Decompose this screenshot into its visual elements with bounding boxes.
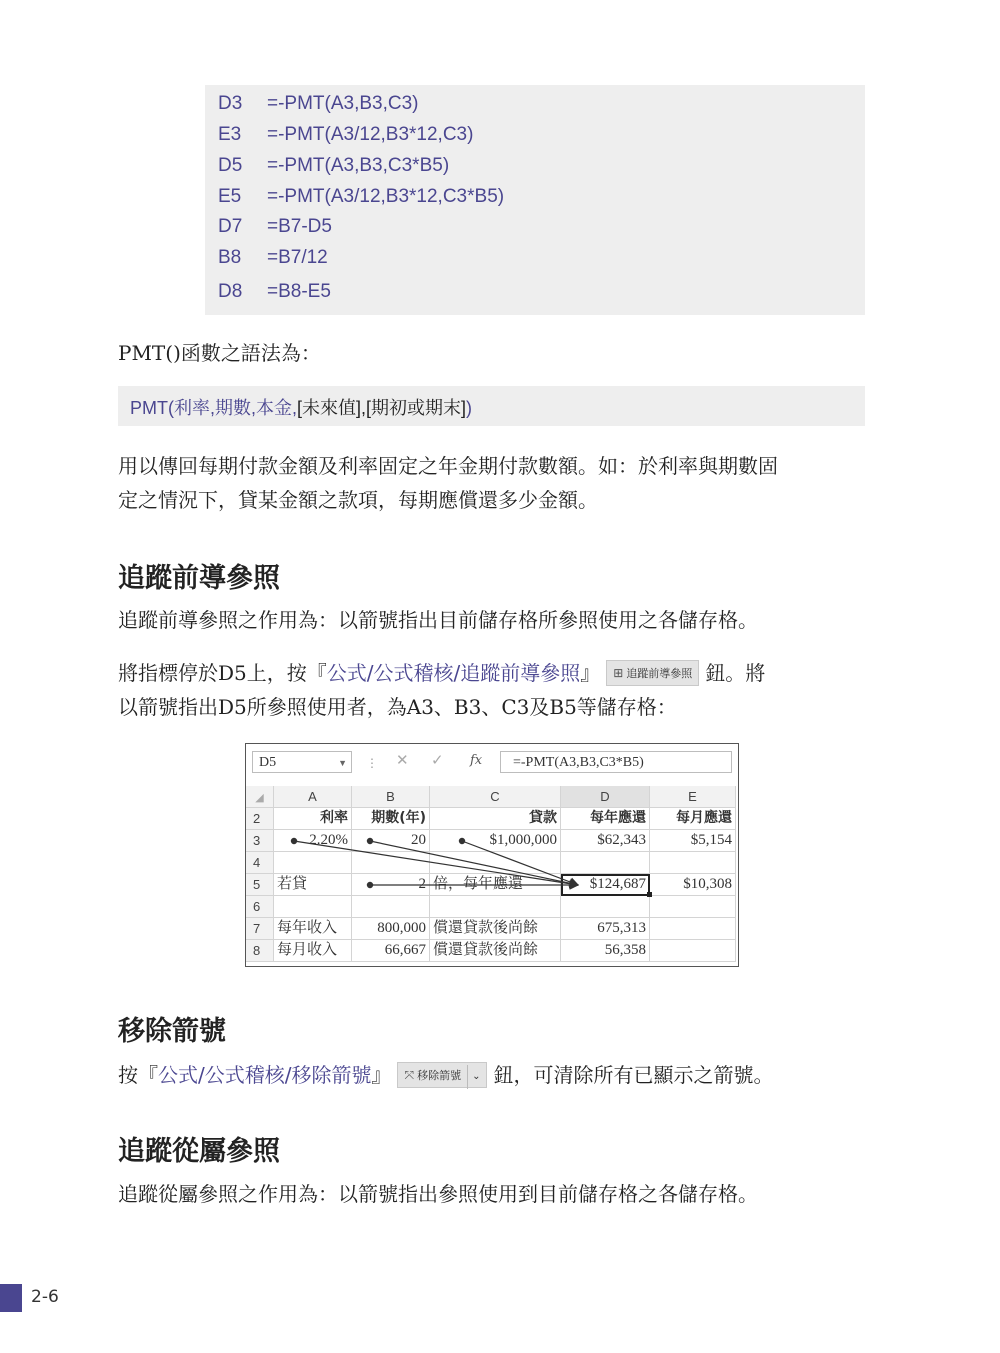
table-cell[interactable]: 償還貸款後尚餘 [430, 940, 561, 962]
table-cell[interactable]: 675,313 [561, 918, 650, 940]
code-formula: =-PMT(A3,B3,C3) [267, 93, 419, 114]
selected-cell[interactable]: $124,687 [561, 874, 650, 896]
row-header[interactable]: 7 [246, 918, 274, 940]
section-title: 追蹤從屬參照 [118, 1136, 280, 1167]
row-header[interactable]: 6 [246, 896, 274, 918]
name-box-value: D5 [259, 755, 277, 770]
pmt-description-line: 用以傳回每期付款金額及利率固定之年金期付款數額。如：於利率與期數固 [118, 454, 778, 478]
remove-arrows-icon: ⤧ [404, 1067, 415, 1082]
table-cell[interactable]: 66,667 [352, 940, 430, 962]
code-formula: =B8-E5 [267, 281, 331, 302]
instruction-text: 』 [580, 661, 601, 685]
code-cell-ref: D3 [218, 93, 243, 114]
trace-arrow [462, 841, 578, 885]
code-cell-ref: E5 [218, 186, 242, 207]
table-cell[interactable]: $1,000,000 [430, 830, 561, 852]
instruction-text: 』 [371, 1063, 392, 1087]
remove-arrows-button[interactable] [397, 1062, 487, 1088]
table-cell[interactable]: 若貸 [274, 874, 352, 896]
section-description: 追蹤從屬參照之作用為：以箭號指出參照使用到目前儲存格之各儲存格。 [118, 1182, 758, 1206]
code-cell-ref: E3 [218, 124, 242, 145]
column-header[interactable]: A [274, 786, 352, 808]
menu-path: 公式/公式稽核/移除箭號 [158, 1063, 372, 1087]
table-cell[interactable]: 貸款 [430, 808, 561, 830]
syntax-intro: PMT()函數之語法為： [118, 341, 321, 365]
chevron-down-icon[interactable]: ⌄ [467, 1065, 480, 1089]
section-description: 追蹤前導參照之作用為：以箭號指出目前儲存格所參照使用之各儲存格。 [118, 608, 758, 632]
syntax-optional-args: [未來值],[期初或期末] [297, 398, 467, 418]
chevron-down-icon[interactable]: ▼ [338, 758, 347, 768]
enter-icon[interactable]: ✓ [431, 751, 444, 769]
formula-input[interactable]: =-PMT(A3,B3,C3*B5) [500, 751, 732, 773]
code-line [218, 247, 328, 269]
row-header[interactable]: 8 [246, 940, 274, 962]
instruction-line [118, 1058, 773, 1092]
table-cell[interactable]: 2.20% [274, 830, 352, 852]
instruction-text: 將指標停於D5上，按『 [118, 661, 327, 685]
table-cell[interactable]: 倍，每年應還 [430, 874, 561, 896]
code-cell-ref: D5 [218, 155, 243, 176]
code-line [218, 281, 331, 303]
trace-arrow-origin [459, 838, 464, 843]
section-title: 追蹤前導參照 [118, 563, 280, 594]
code-formula: =B7-D5 [267, 216, 332, 237]
spreadsheet-screenshot [245, 743, 739, 967]
table-cell[interactable]: 每年收入 [274, 918, 352, 940]
column-header[interactable]: D [561, 786, 650, 808]
instruction-text: 鈕。將 [705, 661, 766, 685]
table-cell[interactable]: $10,308 [650, 874, 736, 896]
table-cell[interactable]: $62,343 [561, 830, 650, 852]
section-title: 移除箭號 [118, 1016, 226, 1047]
trace-arrow-origin [291, 838, 296, 843]
syntax-box [118, 386, 865, 426]
menu-path: 公式/公式稽核/追蹤前導參照 [326, 661, 581, 685]
code-line [218, 155, 449, 177]
code-line [218, 124, 473, 146]
code-formula: =-PMT(A3,B3,C3*B5) [267, 155, 450, 176]
page-number: 2-6 [31, 1287, 59, 1307]
table-cell[interactable]: 2 [352, 874, 430, 896]
table-cell[interactable]: 期數(年) [352, 808, 430, 830]
code-line [218, 93, 419, 115]
trace-precedents-button[interactable] [606, 660, 699, 686]
trace-precedents-icon: ⊞ [613, 665, 624, 680]
table-cell[interactable]: 每年應還 [561, 808, 650, 830]
table-cell[interactable]: 20 [352, 830, 430, 852]
trace-arrow-origin [367, 882, 372, 887]
instruction-text: 鈕，可清除所有已顯示之箭號。 [493, 1063, 774, 1087]
code-formula: =-PMT(A3/12,B3*12,C3) [267, 124, 474, 145]
drag-handle-icon[interactable]: ⋮ [366, 756, 378, 770]
formula-code-block [205, 85, 865, 315]
code-line [218, 216, 332, 238]
page-marker [0, 1284, 22, 1312]
code-formula: =B7/12 [267, 247, 328, 268]
button-label: 追蹤前導參照 [626, 666, 693, 680]
trace-arrow-origin [367, 838, 372, 843]
row-header[interactable]: 5 [246, 874, 274, 896]
column-header[interactable]: B [352, 786, 430, 808]
column-header[interactable]: C [430, 786, 561, 808]
syntax-close-paren: ) [466, 398, 473, 418]
code-cell-ref: D8 [218, 281, 243, 302]
name-box[interactable] [252, 751, 352, 773]
row-header[interactable]: 2 [246, 808, 274, 830]
instruction-line: 以箭號指出D5所參照使用者，為A3、B3、C3及B5等儲存格： [118, 695, 677, 719]
button-label: 移除箭號 [417, 1068, 462, 1082]
code-line [218, 186, 504, 208]
formula-bar [246, 744, 738, 780]
table-cell[interactable]: $5,154 [650, 830, 736, 852]
table-cell[interactable]: 每月收入 [274, 940, 352, 962]
instruction-text: 按『 [118, 1063, 158, 1087]
table-cell[interactable]: 56,358 [561, 940, 650, 962]
code-formula: =-PMT(A3/12,B3*12,C3*B5) [267, 186, 505, 207]
column-header[interactable]: E [650, 786, 736, 808]
corner-triangle-icon: ◢ [255, 792, 264, 804]
fill-handle[interactable] [647, 892, 652, 897]
trace-arrows-overlay [246, 786, 738, 966]
trace-arrow [294, 841, 578, 885]
row-header[interactable]: 4 [246, 852, 274, 874]
table-cell[interactable]: 償還貸款後尚餘 [430, 918, 561, 940]
code-cell-ref: D7 [218, 216, 243, 237]
instruction-line [118, 656, 765, 690]
cancel-icon[interactable]: ✕ [396, 751, 409, 769]
row-header[interactable]: 3 [246, 830, 274, 852]
insert-function-icon[interactable]: fx [470, 753, 483, 768]
syntax-text [130, 394, 472, 420]
table-cell[interactable]: 利率 [274, 808, 352, 830]
syntax-required-args: PMT(利率,期數,本金, [130, 398, 297, 418]
table-cell[interactable]: 800,000 [352, 918, 430, 940]
table-cell[interactable]: 每月應還 [650, 808, 736, 830]
pmt-description-line: 定之情況下，貸某金額之款項，每期應償還多少金額。 [118, 488, 598, 512]
code-cell-ref: B8 [218, 247, 242, 268]
trace-arrow [370, 841, 578, 885]
